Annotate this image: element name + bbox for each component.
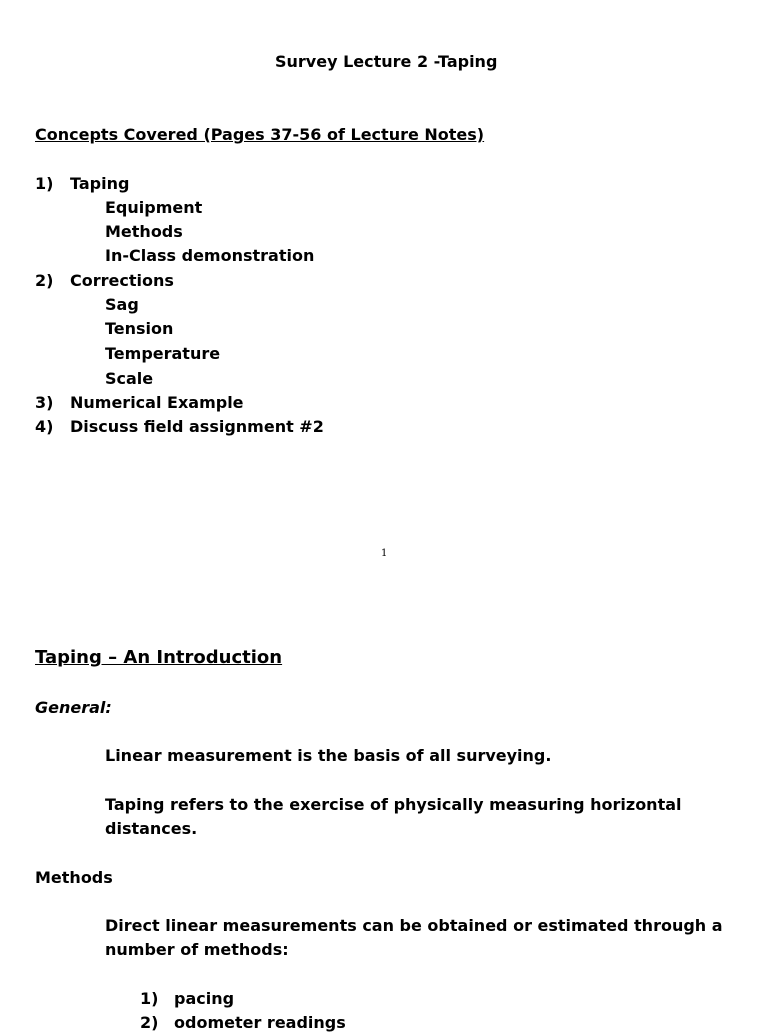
- general-label: General:: [35, 698, 112, 717]
- page-number: 1: [381, 548, 388, 559]
- page-title: Survey Lecture 2 -Taping: [275, 52, 498, 71]
- methods-label: Methods: [35, 868, 113, 887]
- sub-item-methods: Methods: [105, 222, 183, 241]
- method-odometer: odometer readings: [174, 1013, 346, 1032]
- sub-item-scale: Scale: [105, 369, 154, 388]
- list-item-number: 1): [35, 174, 54, 193]
- list-item-number: 4): [35, 417, 54, 436]
- list-item-field-assignment: Discuss field assignment #2: [70, 417, 324, 436]
- sub-item-tension: Tension: [105, 319, 174, 338]
- method-number: 1): [140, 989, 159, 1008]
- paragraph-linear-measurement: Linear measurement is the basis of all surveying.: [105, 746, 552, 765]
- paragraph-direct-line1: Direct linear measurements can be obtained or estimated through a: [105, 916, 723, 935]
- paragraph-direct-line2: number of methods:: [105, 940, 289, 959]
- list-item-numerical-example: Numerical Example: [70, 393, 244, 412]
- method-number: 2): [140, 1013, 159, 1032]
- list-item-corrections: Corrections: [70, 271, 174, 290]
- sub-item-sag: Sag: [105, 295, 139, 314]
- sub-item-temperature: Temperature: [105, 344, 221, 363]
- sub-item-equipment: Equipment: [105, 198, 203, 217]
- sub-item-demonstration: In-Class demonstration: [105, 246, 315, 265]
- concepts-heading: Concepts Covered (Pages 37-56 of Lecture Notes): [35, 125, 485, 144]
- list-item-number: 2): [35, 271, 54, 290]
- list-item-taping: Taping: [70, 174, 130, 193]
- method-pacing: pacing: [174, 989, 235, 1008]
- paragraph-taping-line1: Taping refers to the exercise of physically measuring horizontal: [105, 795, 682, 814]
- list-item-number: 3): [35, 393, 54, 412]
- paragraph-taping-line2: distances.: [105, 819, 198, 838]
- section-heading: Taping – An Introduction: [35, 647, 283, 668]
